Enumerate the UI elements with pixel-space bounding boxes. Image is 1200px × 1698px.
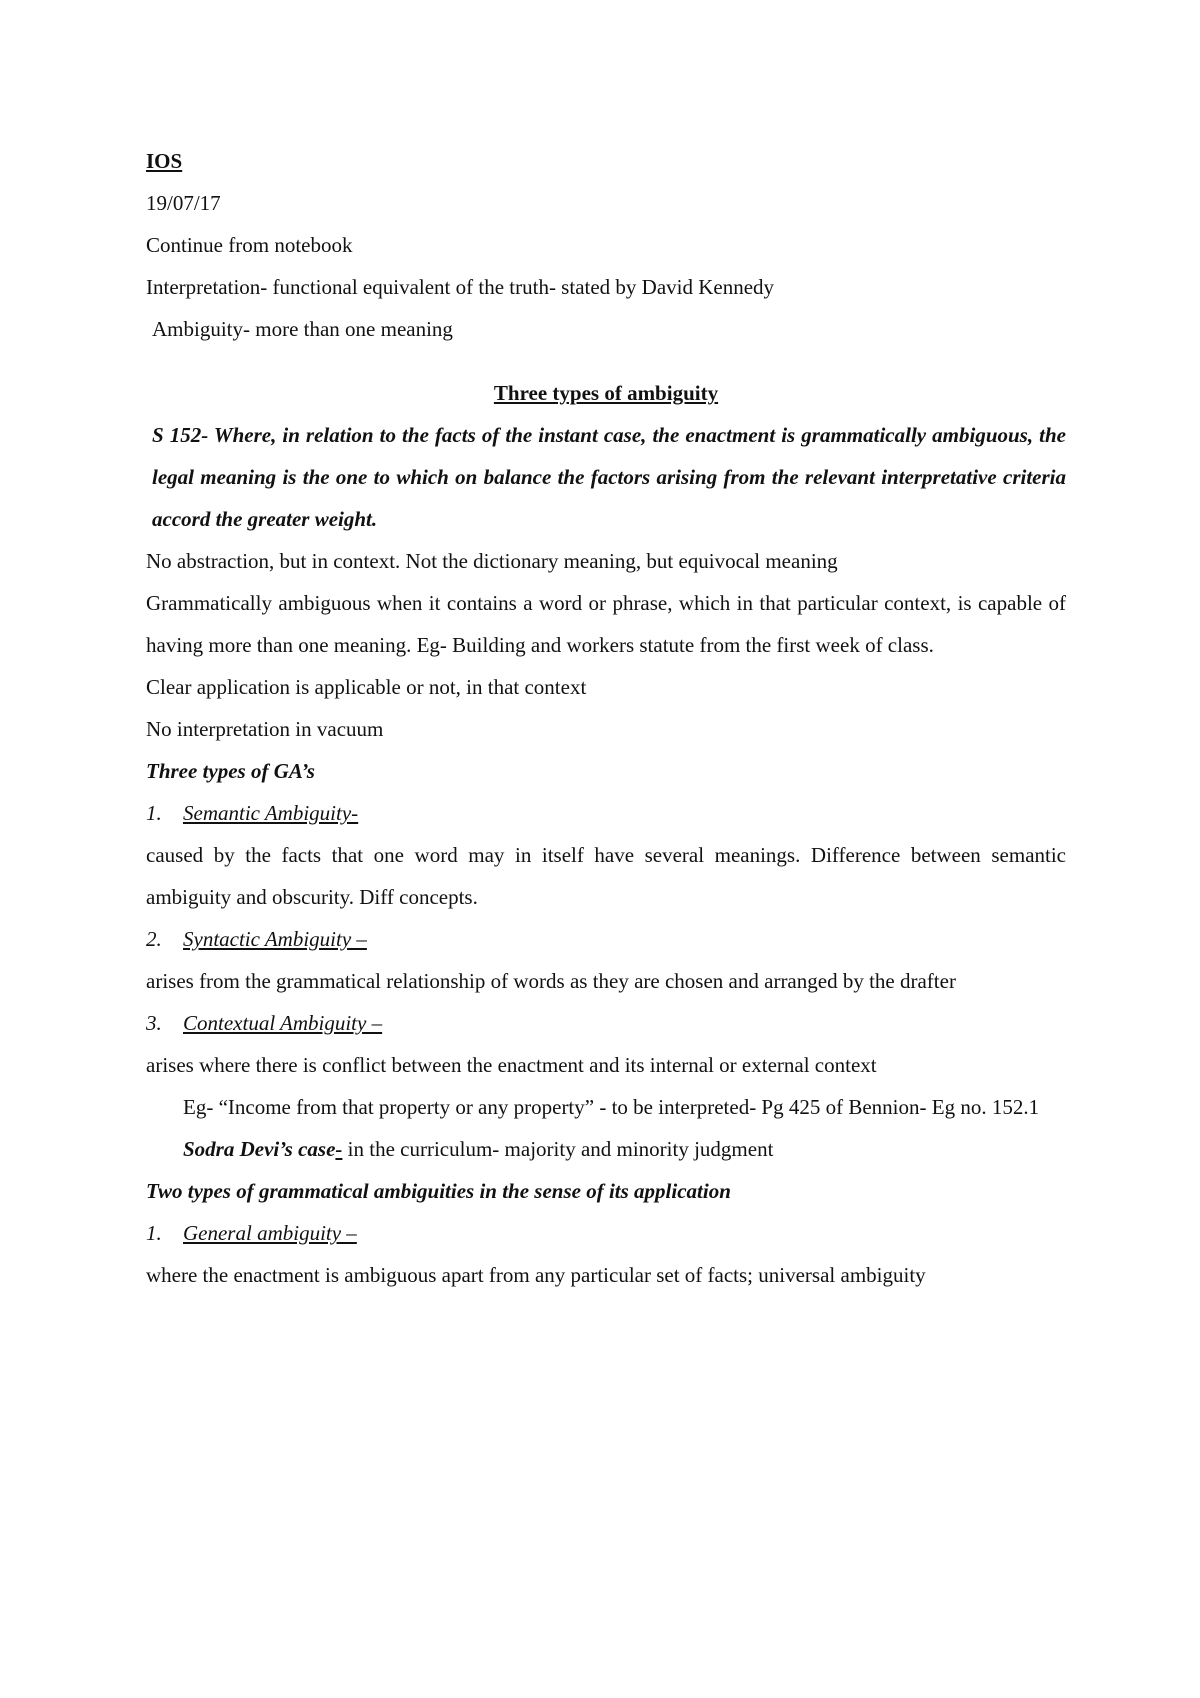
application-type-title [146, 1212, 1066, 1254]
note-line: Clear application is applicable or not, in that context [146, 675, 587, 699]
ga-type-title [146, 792, 1066, 834]
list-number: 2. [146, 927, 162, 951]
list-title: Contextual Ambiguity – [183, 1011, 383, 1035]
intro-line: Continue from notebook [146, 233, 353, 257]
case-name [183, 1137, 342, 1161]
intro-line: Interpretation- functional equivalent of the truth- stated by David Kennedy [146, 275, 775, 299]
note-paragraph: Grammatically ambiguous when it contains a word or phrase, which in that particular context, is capable of having more than one meaning. Eg- Building and workers statute from the first week of class. [146, 591, 1066, 657]
example-line: Eg- “Income from that property or any property” - to be interpreted- Pg 425 of Bennion- Eg no. 152.1 [183, 1095, 1040, 1119]
ga-type-title [146, 918, 1066, 960]
intro-line: Ambiguity- more than one meaning [152, 317, 453, 341]
list-number: 3. [146, 1011, 162, 1035]
case-dash: - [335, 1137, 343, 1161]
document-page [146, 140, 1066, 1296]
list-title: Syntactic Ambiguity – [183, 927, 367, 951]
note-line: No interpretation in vacuum [146, 717, 384, 741]
case-name-text: Sodra Devi’s case [183, 1137, 336, 1161]
application-heading: Two types of grammatical ambiguities in the sense of its application [146, 1179, 731, 1203]
ga-type-description: arises from the grammatical relationship of words as they are chosen and arranged by the drafter [146, 969, 956, 993]
s152-quote: S 152- Where, in relation to the facts of the instant case, the enactment is grammatically ambiguous, the legal meaning is the one to which on balance the factors arising from the relevant interpretative criteria accord the greater weight. [152, 423, 1066, 531]
ga-type-description: arises where there is conflict between the enactment and its internal or external context [146, 1053, 877, 1077]
list-title: General ambiguity – [183, 1221, 357, 1245]
ga-type-title [146, 1002, 1066, 1044]
list-title: Semantic Ambiguity- [183, 801, 359, 825]
case-text: in the curriculum- majority and minority judgment [342, 1137, 774, 1161]
list-number: 1. [146, 1221, 162, 1245]
section-heading: Three types of ambiguity [493, 381, 719, 405]
ga-type-description: caused by the facts that one word may in itself have several meanings. Difference between semantic ambiguity and obscurity. Diff concepts. [146, 843, 1066, 909]
note-line: No abstraction, but in context. Not the dictionary meaning, but equivocal meaning [146, 549, 838, 573]
spacer [146, 350, 1066, 372]
document-title: IOS [146, 149, 183, 173]
ga-heading: Three types of GA’s [146, 759, 315, 783]
document-date: 19/07/17 [146, 191, 221, 215]
case-reference [146, 1128, 1066, 1170]
list-number: 1. [146, 801, 162, 825]
application-type-description: where the enactment is ambiguous apart from any particular set of facts; universal ambiguity [146, 1263, 926, 1287]
